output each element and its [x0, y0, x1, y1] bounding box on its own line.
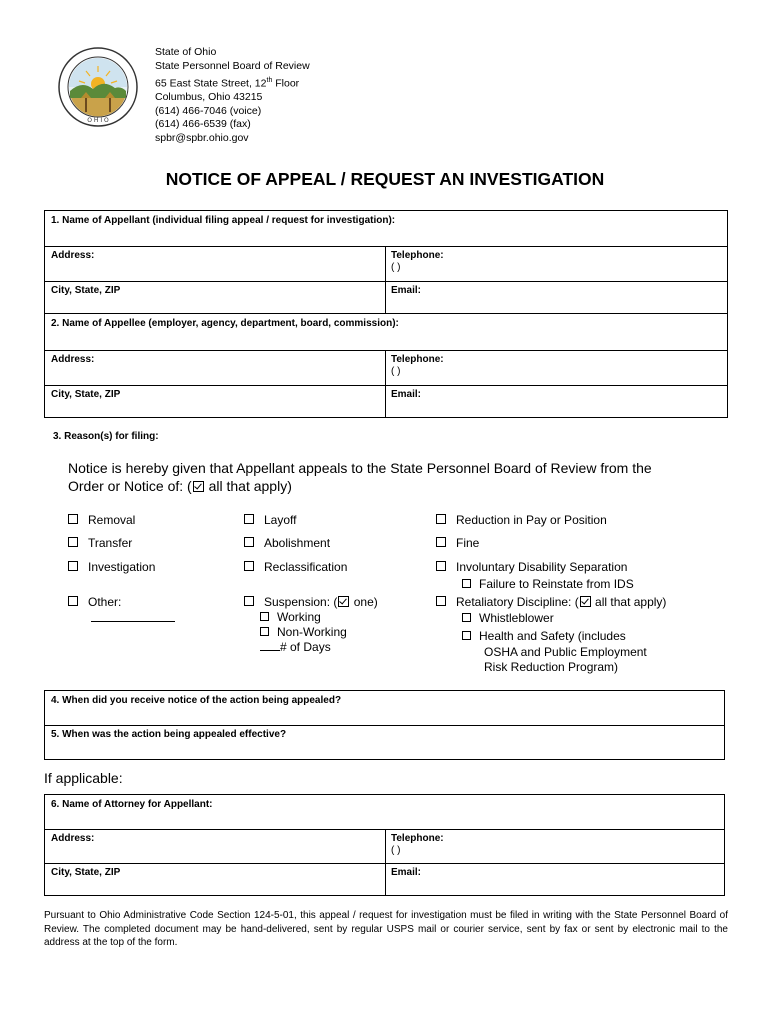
notice-dates-section: [44, 690, 725, 760]
reasons-label: 3. Reason(s) for filing:: [53, 431, 159, 442]
appellee-telephone-field[interactable]: Telephone: ( ): [391, 354, 444, 377]
removal-checkbox[interactable]: Removal: [68, 513, 135, 527]
appellee-section: [44, 313, 728, 418]
transfer-checkbox[interactable]: Transfer: [68, 536, 132, 550]
health-safety-checkbox[interactable]: Health and Safety (includes: [462, 629, 626, 643]
checkbox-icon: [436, 561, 446, 571]
checkbox-icon: [244, 596, 254, 606]
checkbox-icon: [462, 631, 471, 640]
attorney-city-state-zip-field[interactable]: City, State, ZIP: [51, 867, 121, 878]
checkbox-icon: [68, 514, 78, 524]
appellant-city-state-zip-field[interactable]: City, State, ZIP: [51, 285, 121, 296]
fine-checkbox[interactable]: Fine: [436, 536, 479, 550]
checkbox-icon: [244, 514, 254, 524]
appellee-email-field[interactable]: Email:: [391, 389, 422, 400]
checkbox-icon: [244, 537, 254, 547]
retaliatory-discipline-checkbox[interactable]: Retaliatory Discipline: ( all that apply): [436, 595, 666, 609]
checked-box-icon: [580, 596, 591, 607]
other-blank-field[interactable]: [91, 611, 175, 625]
appellant-address-field[interactable]: Address:: [51, 250, 95, 261]
attorney-email-field[interactable]: Email:: [391, 867, 422, 878]
failure-to-reinstate-checkbox[interactable]: Failure to Reinstate from IDS: [462, 577, 634, 591]
reduction-checkbox[interactable]: Reduction in Pay or Position: [436, 513, 607, 527]
involuntary-disability-checkbox[interactable]: Involuntary Disability Separation: [436, 560, 627, 574]
appellant-email-field[interactable]: Email:: [391, 285, 422, 296]
address-line: State of Ohio: [155, 46, 217, 58]
working-checkbox[interactable]: Working: [260, 610, 321, 624]
appellant-telephone-field[interactable]: Telephone: ( ): [391, 250, 444, 273]
checkbox-icon: [260, 612, 269, 621]
whistleblower-checkbox[interactable]: Whistleblower: [462, 611, 554, 625]
checkbox-icon: [68, 537, 78, 547]
non-working-checkbox[interactable]: Non-Working: [260, 625, 347, 639]
appellant-section: [44, 210, 728, 314]
filing-instructions: Pursuant to Ohio Administrative Code Section 124-5-01, this appeal / request for investigation must be filed in writing with the State Personnel Board of Review. The completed document may be hand-delivered, sent by regular USPS mail or courier service, sent by fax or sent by electronic mail to the address at the top of the form.: [44, 910, 728, 949]
notice-received-date-field[interactable]: 4. When did you receive notice of the action being appealed?: [51, 695, 342, 706]
appellee-city-state-zip-field[interactable]: City, State, ZIP: [51, 389, 121, 400]
checkbox-icon: [462, 579, 471, 588]
notice-text: Notice is hereby given that Appellant appeals to the State Personnel Board of Review from the Order or Notice of: ( all that apply): [68, 460, 652, 494]
page-title: NOTICE OF APPEAL / REQUEST AN INVESTIGATION: [165, 169, 605, 189]
checkbox-icon: [462, 613, 471, 622]
svg-text:O H I O: O H I O: [87, 117, 109, 124]
checkbox-icon: [260, 627, 269, 636]
checkbox-icon: [436, 537, 446, 547]
checkbox-icon: [436, 514, 446, 524]
attorney-address-field[interactable]: Address:: [51, 833, 95, 844]
checked-box-icon: [193, 481, 204, 492]
address-line: 65 East State Street, 12th Floor: [155, 76, 300, 90]
checked-box-icon: [338, 596, 349, 607]
suspension-checkbox[interactable]: Suspension: ( one): [244, 595, 378, 609]
address-line: (614) 466-6539 (fax): [155, 118, 251, 131]
reclassification-checkbox[interactable]: Reclassification: [244, 560, 347, 574]
email-link[interactable]: spbr@spbr.ohio.gov: [155, 132, 249, 145]
if-applicable-heading: If applicable:: [44, 770, 123, 786]
address-line: State Personnel Board of Review: [155, 59, 310, 72]
attorney-section: [44, 794, 725, 896]
days-field[interactable]: # of Days: [260, 640, 331, 654]
action-effective-date-field[interactable]: 5. When was the action being appealed effective?: [51, 729, 287, 740]
checkbox-icon: [68, 561, 78, 571]
layoff-checkbox[interactable]: Layoff: [244, 513, 296, 527]
ohio-seal-icon: [57, 46, 139, 128]
checkbox-icon: [68, 596, 78, 606]
appellee-address-field[interactable]: Address:: [51, 354, 95, 365]
agency-address-block: [155, 46, 310, 146]
abolishment-checkbox[interactable]: Abolishment: [244, 536, 330, 550]
checkbox-icon: [436, 596, 446, 606]
other-checkbox[interactable]: Other:: [68, 595, 121, 609]
attorney-telephone-field[interactable]: Telephone: ( ): [391, 833, 444, 856]
appellant-name-field[interactable]: 1. Name of Appellant (individual filing appeal / request for investigation):: [51, 215, 396, 226]
health-safety-text: OSHA and Public Employment: [484, 645, 647, 659]
health-safety-text: Risk Reduction Program): [484, 660, 619, 674]
address-line: (614) 466-7046 (voice): [155, 104, 262, 117]
appellee-name-field[interactable]: 2. Name of Appellee (employer, agency, department, board, commission):: [51, 318, 399, 329]
attorney-name-field[interactable]: 6. Name of Attorney for Appellant:: [51, 799, 213, 810]
checkbox-icon: [244, 561, 254, 571]
address-line: Columbus, Ohio 43215: [155, 90, 263, 103]
investigation-checkbox[interactable]: Investigation: [68, 560, 155, 574]
